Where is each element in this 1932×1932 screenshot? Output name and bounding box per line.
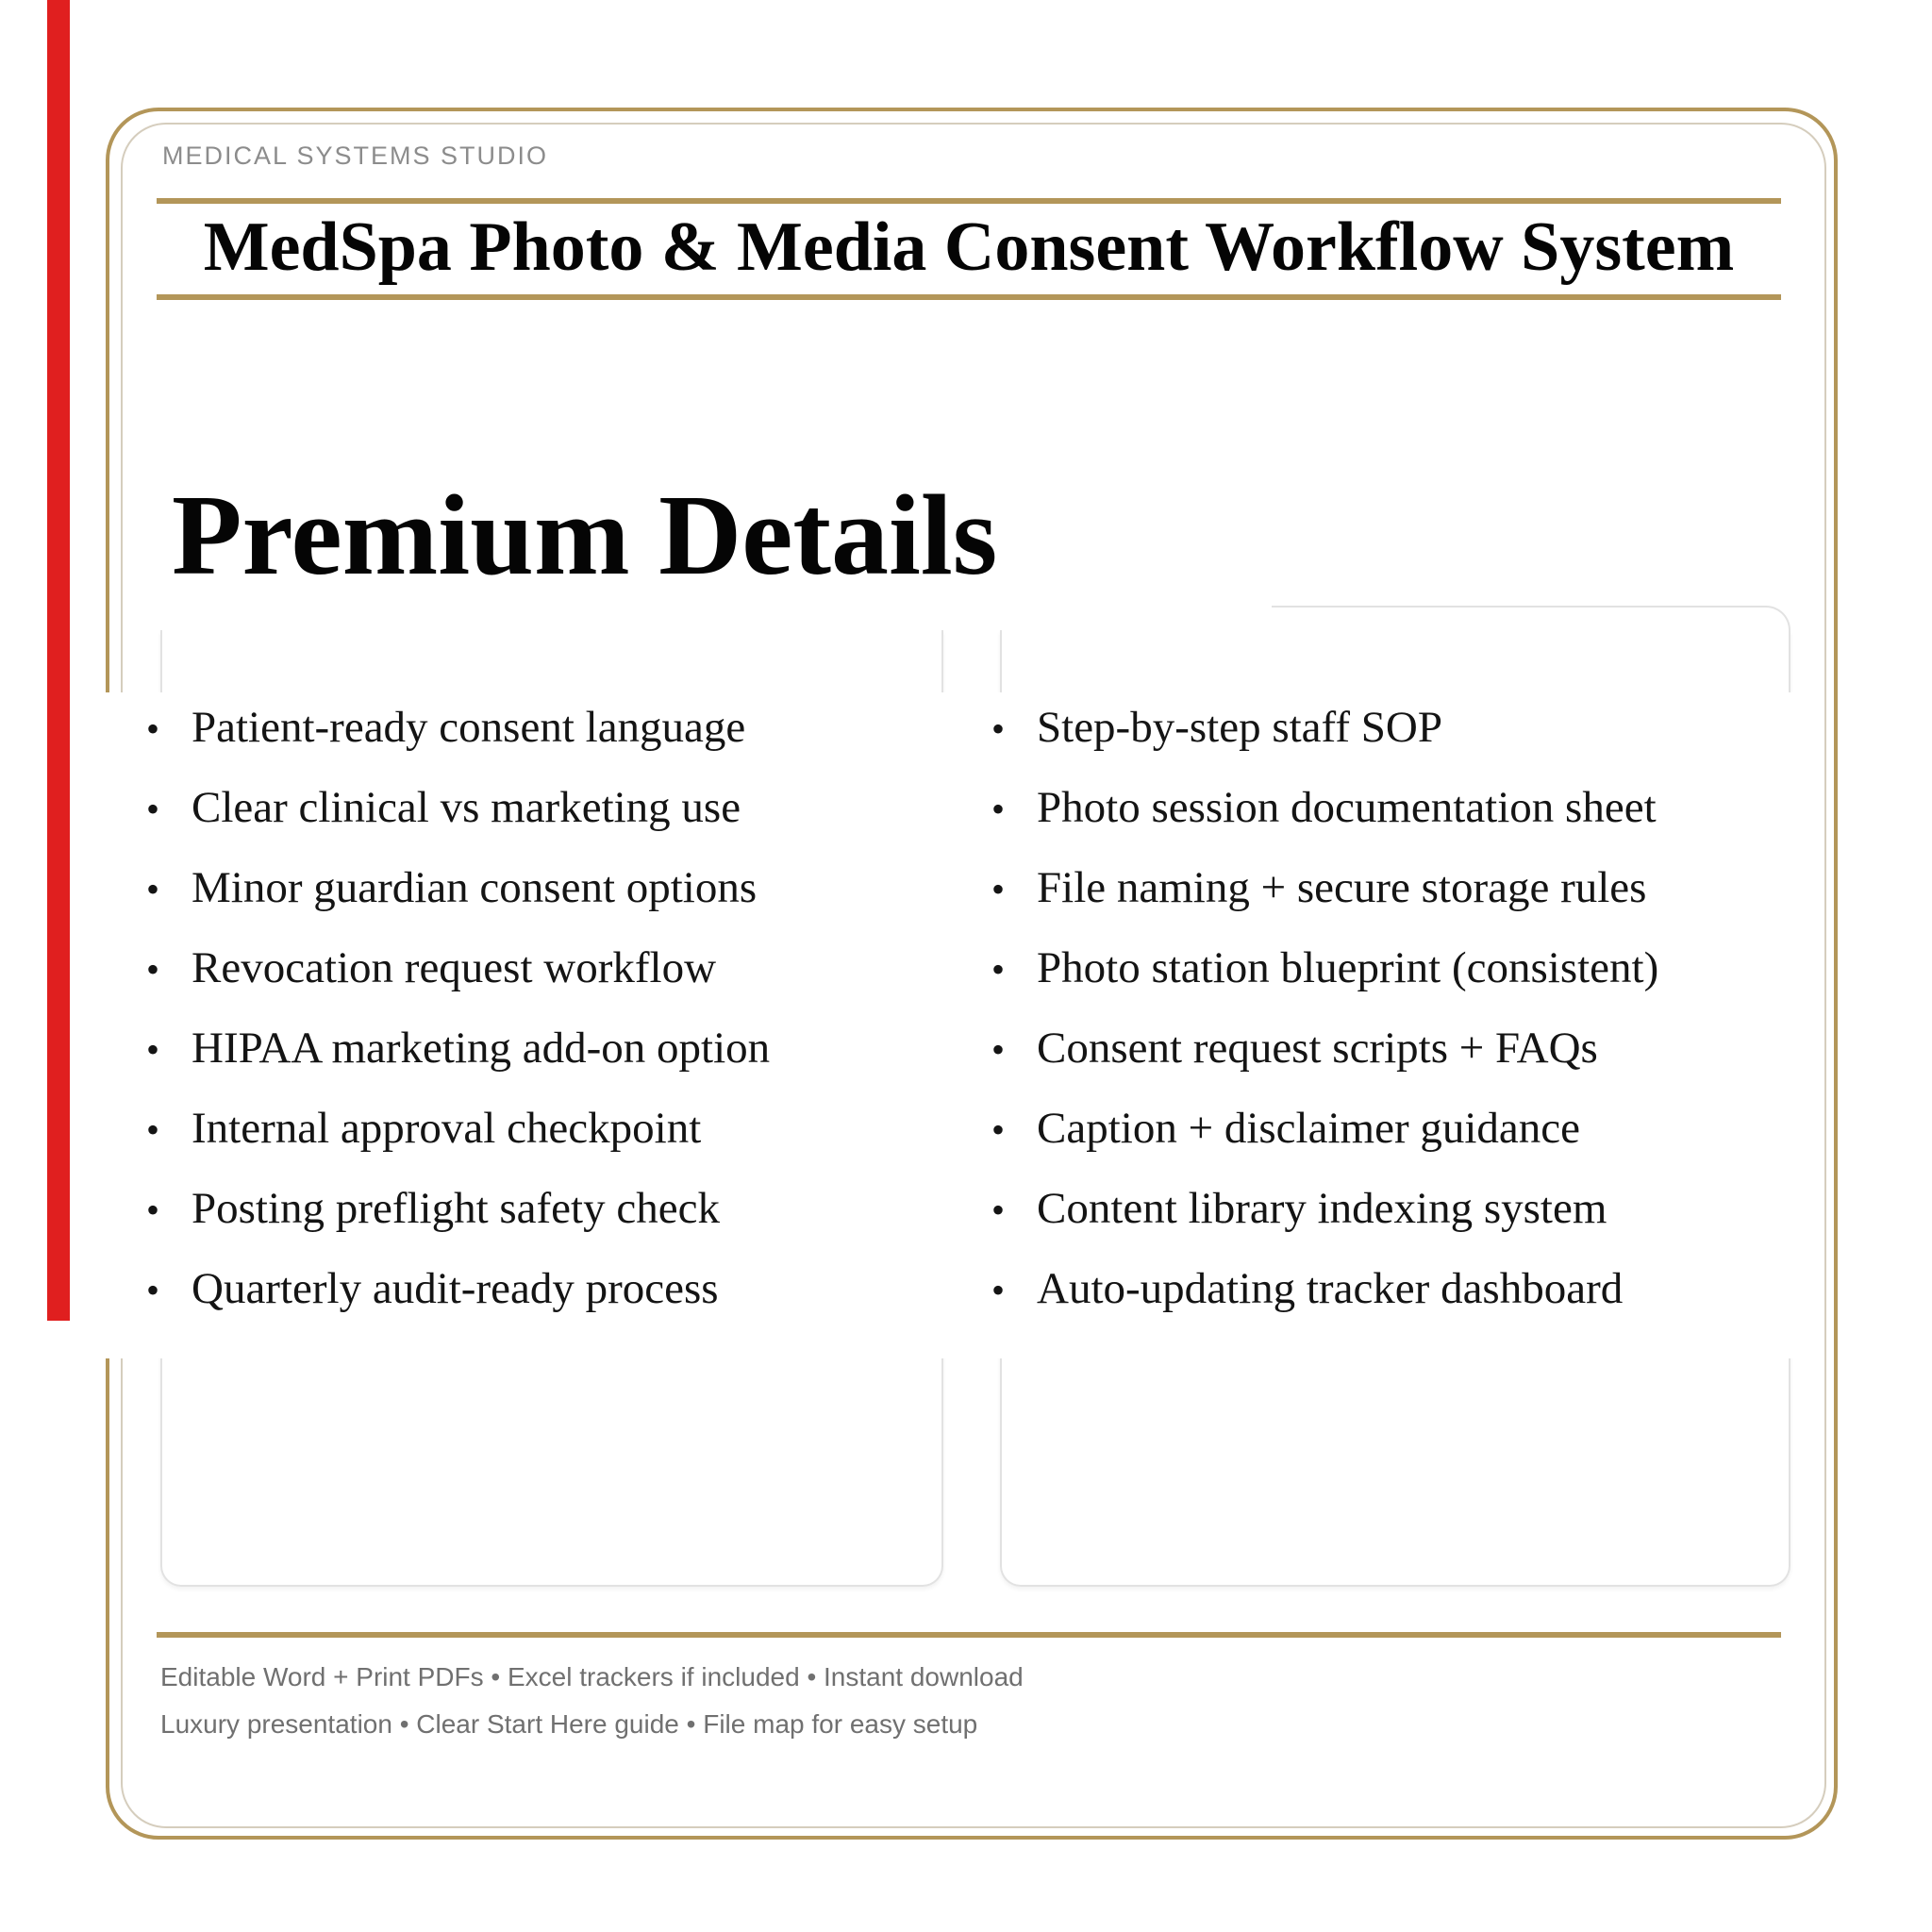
- list-item-label: Revocation request workflow: [192, 943, 717, 992]
- product-title: MedSpa Photo & Media Consent Workflow System: [203, 208, 1735, 286]
- list-item: [991, 928, 1658, 1008]
- list-item-label: Photo station blueprint (consistent): [1037, 943, 1659, 992]
- list-item-label: Patient-ready consent language: [192, 703, 746, 752]
- list-item-label: Photo session documentation sheet: [1037, 783, 1657, 832]
- footer-line-1: Editable Word + Print PDFs • Excel trackers if included • Instant download: [160, 1662, 1024, 1691]
- bullet-icon: •: [146, 1269, 160, 1311]
- list-item: [991, 1169, 1658, 1249]
- divider-footer: [157, 1632, 1781, 1638]
- list-item: [991, 1249, 1658, 1329]
- bullet-icon: •: [991, 948, 1006, 991]
- bullet-icon: •: [991, 1189, 1006, 1231]
- bullet-icon: •: [146, 868, 160, 910]
- bullet-icon: •: [991, 868, 1006, 910]
- list-item-label: Minor guardian consent options: [192, 863, 758, 912]
- bullet-icon: •: [991, 788, 1006, 830]
- bullet-icon: •: [146, 708, 160, 750]
- list-item-label: Posting preflight safety check: [192, 1184, 720, 1233]
- list-item-label: Quarterly audit-ready process: [192, 1264, 719, 1313]
- feature-list-left: [146, 688, 770, 1329]
- bullet-icon: •: [146, 1028, 160, 1071]
- list-item: [991, 688, 1658, 768]
- divider-under-title: [157, 294, 1781, 300]
- list-item-label: Consent request scripts + FAQs: [1037, 1024, 1598, 1073]
- footer-line-2: Luxury presentation • Clear Start Here guide • File map for easy setup: [160, 1709, 978, 1739]
- list-item: [991, 848, 1658, 928]
- list-item: [991, 768, 1658, 848]
- list-item-label: Caption + disclaimer guidance: [1037, 1104, 1580, 1153]
- list-item: [146, 768, 770, 848]
- list-item-label: File naming + secure storage rules: [1037, 863, 1647, 912]
- bullet-icon: •: [991, 1028, 1006, 1071]
- list-item: [146, 1008, 770, 1089]
- bullet-icon: •: [991, 1269, 1006, 1311]
- list-item: [146, 1249, 770, 1329]
- list-item-label: Auto-updating tracker dashboard: [1037, 1264, 1624, 1313]
- list-item: [991, 1089, 1658, 1169]
- list-item: [146, 1169, 770, 1249]
- bullet-icon: •: [991, 1108, 1006, 1151]
- list-item: [146, 928, 770, 1008]
- decorative-box-outline: [1272, 606, 1790, 692]
- bullet-icon: •: [146, 1108, 160, 1151]
- bullet-icon: •: [146, 788, 160, 830]
- list-item-label: HIPAA marketing add-on option: [192, 1024, 771, 1073]
- list-item-label: Content library indexing system: [1037, 1184, 1607, 1233]
- list-item: [991, 1008, 1658, 1089]
- list-item: [146, 688, 770, 768]
- bullet-icon: •: [146, 1189, 160, 1231]
- list-item-label: Step-by-step staff SOP: [1037, 703, 1442, 752]
- list-item: [146, 848, 770, 928]
- bullet-icon: •: [991, 708, 1006, 750]
- list-item-label: Internal approval checkpoint: [192, 1104, 702, 1153]
- section-heading: Premium Details: [172, 472, 998, 599]
- bullet-icon: •: [146, 948, 160, 991]
- feature-list-right: [991, 688, 1658, 1329]
- list-item-label: Clear clinical vs marketing use: [192, 783, 741, 832]
- divider-top: [157, 198, 1781, 204]
- red-accent-bar: [47, 0, 70, 1321]
- brand-label: MEDICAL SYSTEMS STUDIO: [162, 142, 549, 170]
- list-item: [146, 1089, 770, 1169]
